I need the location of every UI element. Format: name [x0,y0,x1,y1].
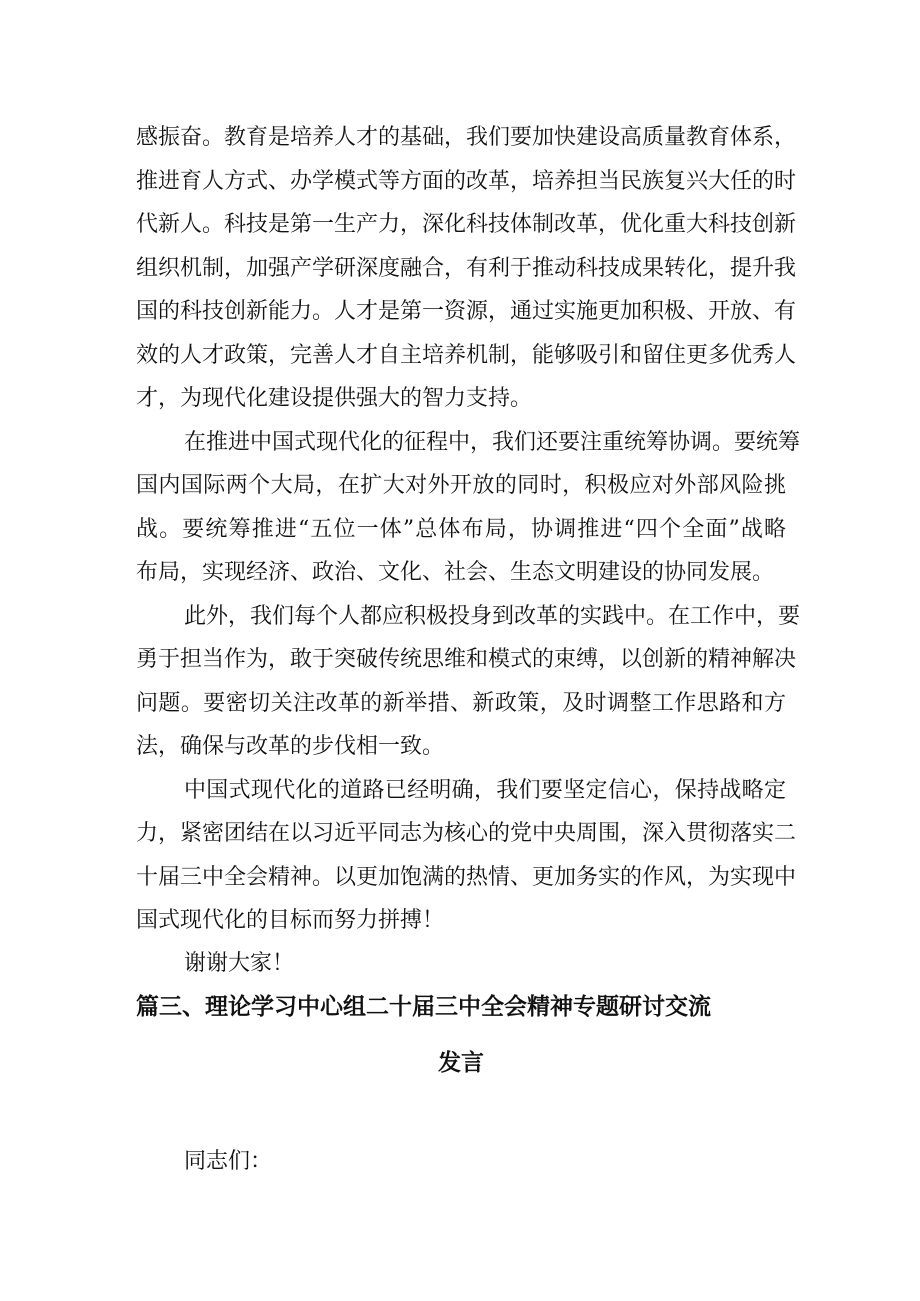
paragraph-1-line-1: 感振奋。教育是培养人才的基础，我们要加快建设高质量教育体系， [136,125,797,150]
paragraph-3-line-2: 勇于担当作为，敢于突破传统思维和模式的束缚，以创新的精神解决 [136,647,797,672]
paragraph-1-line-3: 代新人。科技是第一生产力，深化科技体制改革，优化重大科技创新 [136,212,797,237]
paragraph-4-line-1: 中国式现代化的道路已经明确，我们要坚定信心，保持战略定 [184,778,786,803]
closing-thanks: 谢谢大家！ [184,951,295,976]
paragraph-4-line-2: 力，紧密团结在以习近平同志为核心的党中央周围，深入贯彻落实二 [136,821,797,846]
paragraph-1-line-7: 才，为现代化建设提供强大的智力支持。 [136,386,533,411]
paragraph-1-line-6: 效的人才政策，完善人才自主培养机制，能够吸引和留住更多优秀人 [136,343,797,368]
paragraph-2-line-4: 布局，实现经济、政治、文化、社会、生态文明建设的协同发展。 [136,560,775,585]
paragraph-2-line-2: 国内国际两个大局，在扩大对外开放的同时，积极应对外部风险挑 [136,473,786,498]
paragraph-3-line-1: 此外，我们每个人都应积极投身到改革的实践中。在工作中，要 [184,604,801,629]
paragraph-1-line-4: 组织机制，加强产学研深度融合，有利于推动科技成果转化，提升我 [136,256,797,281]
paragraph-1-line-5: 国的科技创新能力。人才是第一资源，通过实施更加积极、开放、有 [136,299,797,324]
section-heading-line-1: 篇三、理论学习中心组二十届三中全会精神专题研讨交流 [136,994,711,1020]
paragraph-3-line-3: 问题。要密切关注改革的新举措、新政策，及时调整工作思路和方 [136,691,786,716]
paragraph-2-line-3: 战。要统筹推进“五位一体”总体布局，协调推进“四个全面”战略 [136,517,786,542]
paragraph-4-line-3: 十届三中全会精神。以更加饱满的热情、更加务实的作风，为实现中 [136,865,797,890]
paragraph-3-line-4: 法，确保与改革的步伐相一致。 [136,734,445,759]
paragraph-2-line-1: 在推进中国式现代化的征程中，我们还要注重统筹协调。要统筹 [184,430,801,455]
section-heading-line-2: 发言 [438,1050,484,1076]
paragraph-4-line-4: 国式现代化的目标而努力拼搏！ [136,908,445,933]
salutation: 同志们： [184,1149,273,1174]
paragraph-1-line-2: 推进育人方式、办学模式等方面的改革，培养担当民族复兴大任的时 [136,169,797,194]
